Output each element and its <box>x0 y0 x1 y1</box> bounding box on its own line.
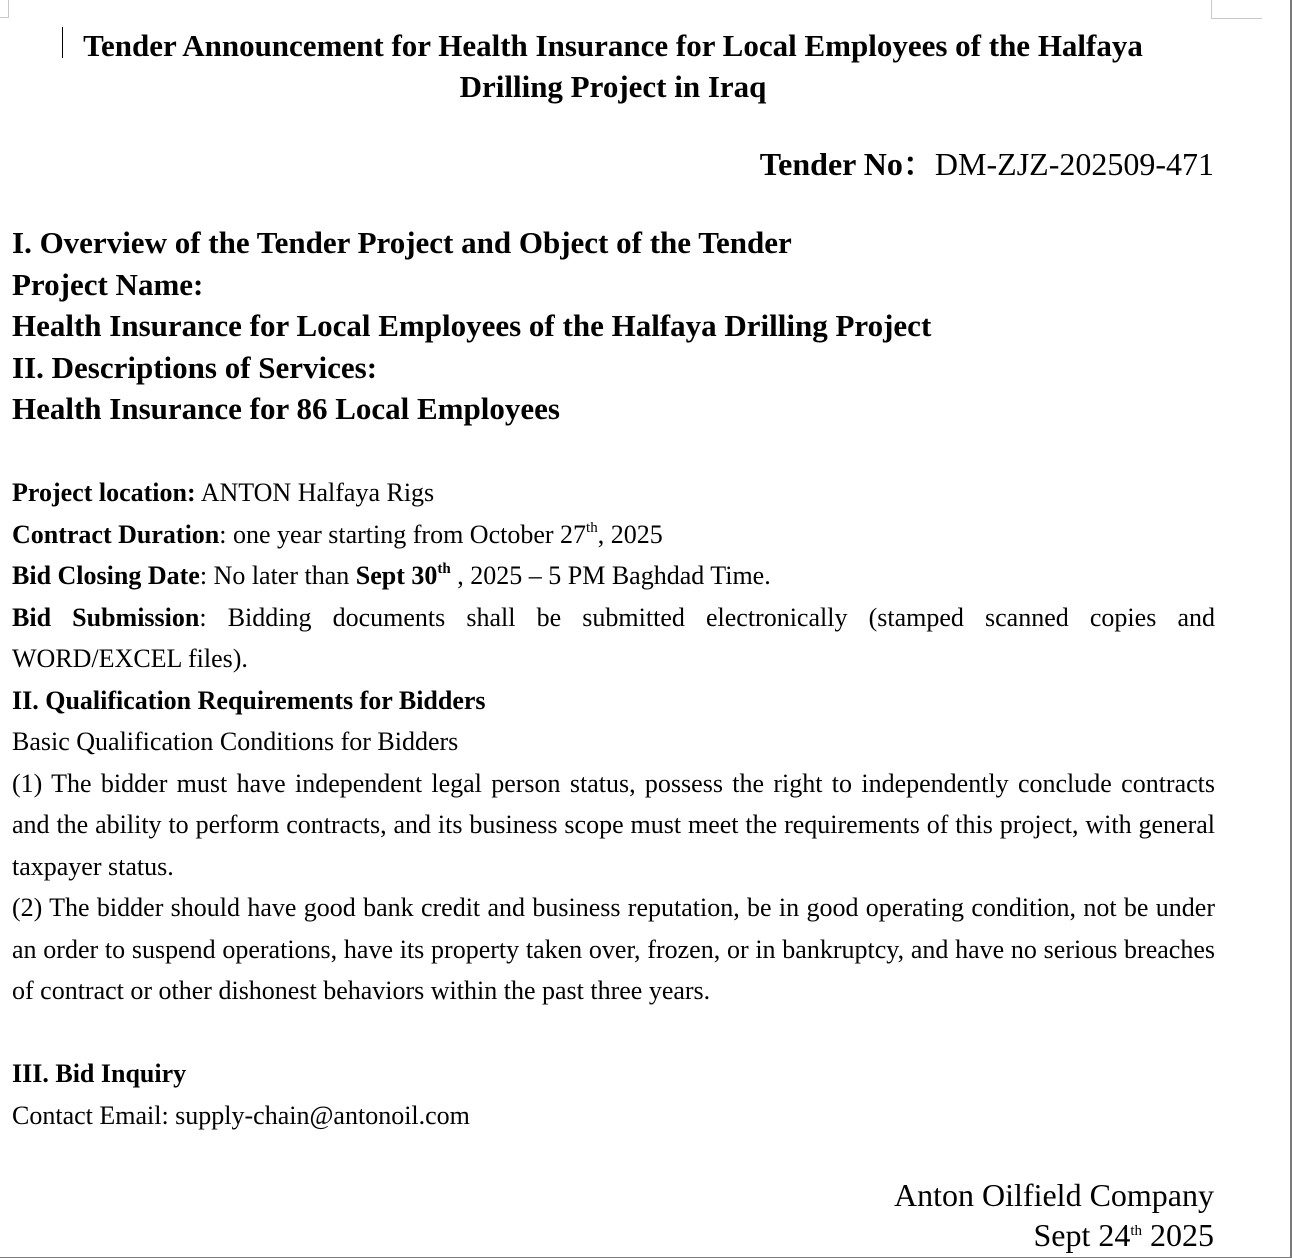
closing-label: Bid Closing Date <box>12 561 200 590</box>
project-location-line <box>12 472 1215 514</box>
signature-date-year: 2025 <box>1142 1217 1214 1253</box>
location-value: ANTON Halfaya Rigs <box>195 478 435 507</box>
ordinal-suffix: th <box>437 561 451 577</box>
ordinal-suffix: th <box>586 519 598 536</box>
title-line-1: Tender Announcement for Health Insurance for Local Employees of the Halfaya <box>83 28 1143 63</box>
project-name-label: Project Name: <box>12 266 204 302</box>
qualification-subheading: Basic Qualification Conditions for Bidders <box>12 727 459 756</box>
document-title[interactable] <box>12 25 1214 107</box>
signature-company: Anton Oilfield Company <box>894 1177 1214 1213</box>
signature-date <box>894 1215 1214 1255</box>
submission-label: Bid Submission <box>12 602 200 632</box>
submission-value: : Bidding documents shall be submitted electronically (stamped scanned copies and WORD/EXCEL files). <box>12 602 1215 673</box>
duration-label: Contract Duration <box>12 519 220 549</box>
duration-year: , 2025 <box>597 519 663 549</box>
contract-duration-line <box>12 514 1215 556</box>
closing-date: Sept 30 <box>355 561 438 590</box>
qualification-heading: II. Qualification Requirements for Bidders <box>12 685 486 715</box>
qualification-item: (1) The bidder must have independent legal person status, possess the right to independently conclude contracts and the ability to perform contracts, and its business scope must meet the requirements of this project, with general taxpayer status. <box>12 768 1215 881</box>
tender-number[interactable] <box>760 144 1214 184</box>
section-heading-services: II. Descriptions of Services: <box>12 349 378 385</box>
section-heading-overview: I. Overview of the Tender Project and Object of the Tender <box>12 225 792 260</box>
contact-email-line[interactable]: Contact Email: supply-chain@antonoil.com <box>12 1100 470 1130</box>
overview-section[interactable] <box>12 222 931 430</box>
margin-crop-mark <box>0 0 9 18</box>
signature-date-day: Sept 24 <box>1033 1217 1131 1253</box>
location-label: Project location: <box>12 478 196 507</box>
title-line-2: Drilling Project in Iraq <box>459 69 767 104</box>
bid-submission-line <box>12 597 1215 680</box>
bid-closing-line <box>12 555 1215 597</box>
services-value: Health Insurance for 86 Local Employees <box>12 391 560 427</box>
closing-time: , 2025 – 5 PM Baghdad Time. <box>450 561 771 590</box>
project-name-value: Health Insurance for Local Employees of the Halfaya Drilling Project <box>12 308 932 344</box>
inquiry-heading: III. Bid Inquiry <box>12 1059 187 1088</box>
blank-line <box>12 1012 1215 1054</box>
document-body[interactable] <box>12 472 1215 1136</box>
ordinal-suffix: th <box>1130 1223 1142 1239</box>
tender-no-label: Tender No： <box>759 146 935 182</box>
qualification-item: (2) The bidder should have good bank credit and business reputation, be in good operating condition, not be under an order to suspend operations, have its property taken over, frozen, or in bankruptcy, and have no serious breaches of contract or other dishonest behaviors within the past three years. <box>12 893 1215 1005</box>
signature-block[interactable] <box>894 1175 1214 1255</box>
margin-crop-mark <box>1211 0 1262 19</box>
closing-text: : No later than <box>199 561 356 590</box>
duration-value: : one year starting from October 27 <box>219 519 587 549</box>
tender-no-value: DM-ZJZ-202509-471 <box>934 146 1214 182</box>
